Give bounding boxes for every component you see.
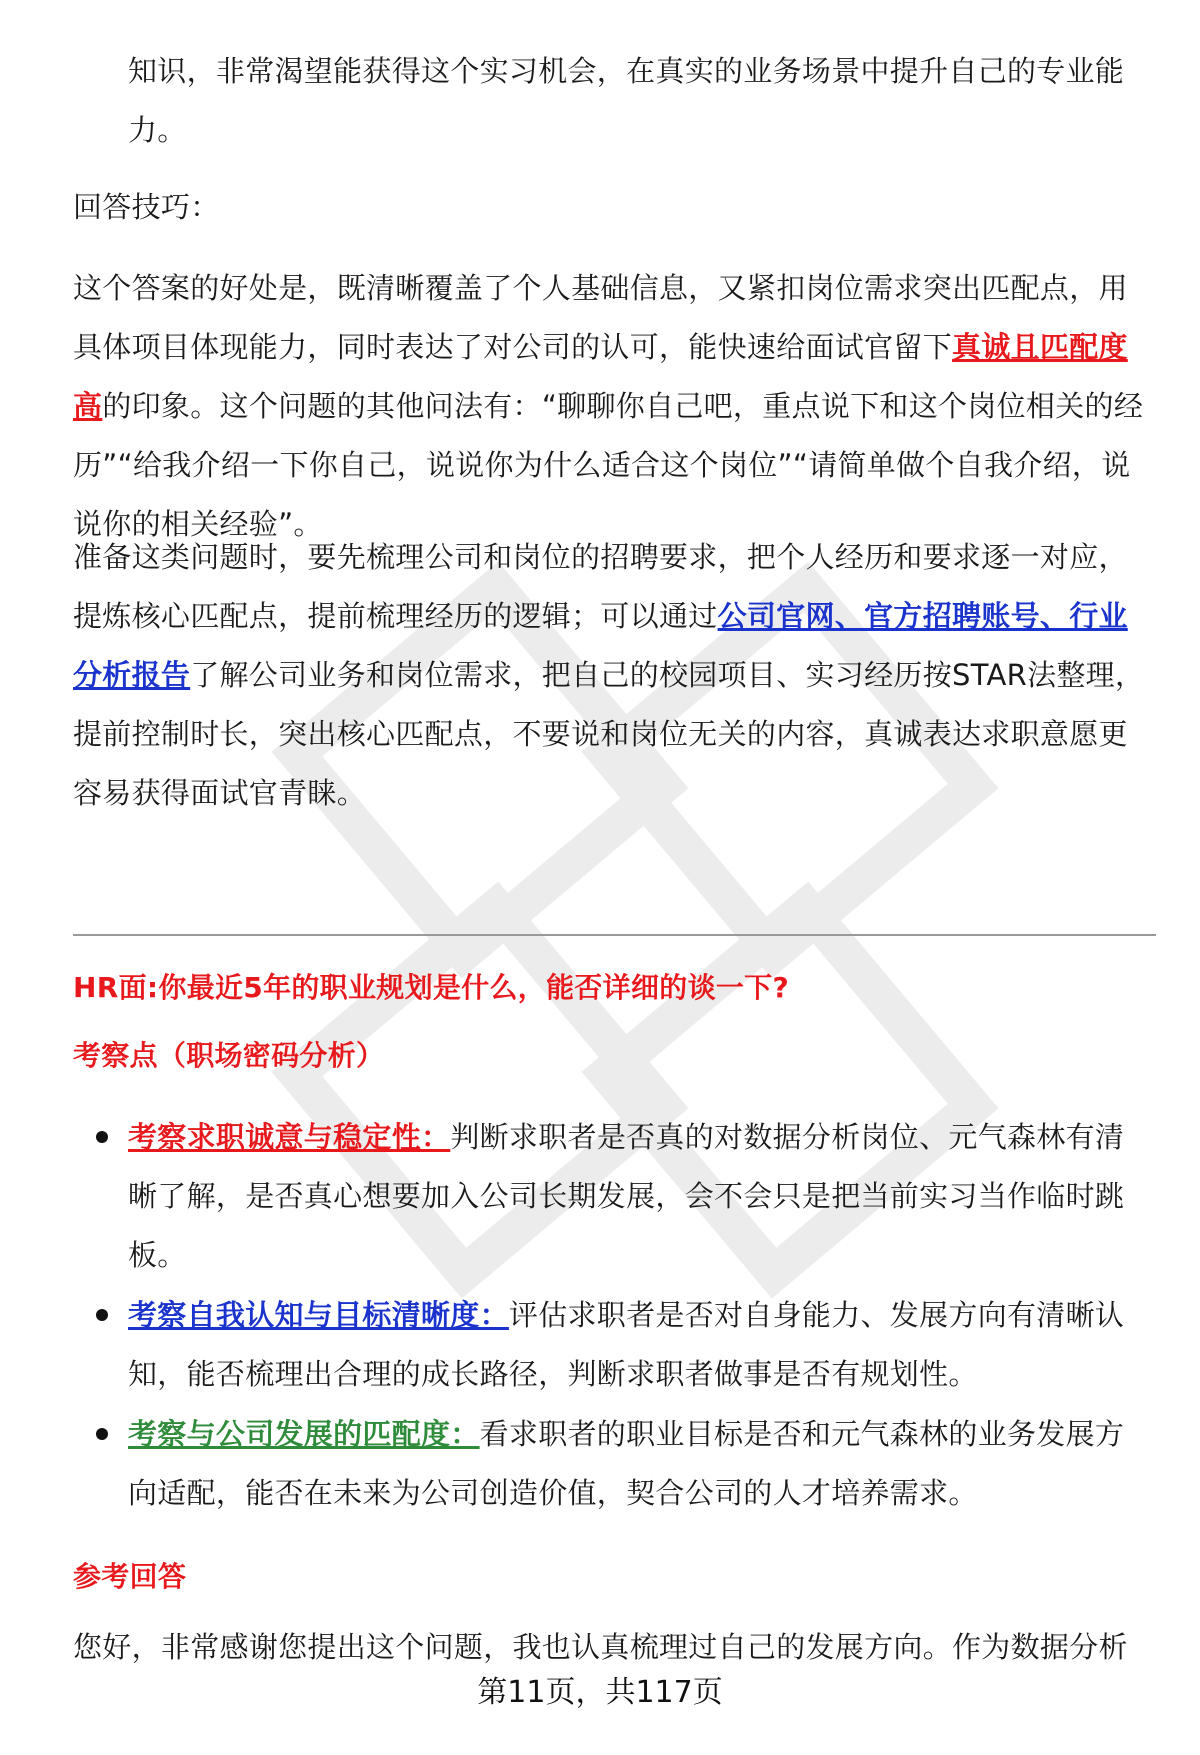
exam-point-3-title: 考察与公司发展的匹配度：: [128, 1417, 480, 1451]
tips-label: 回答技巧：: [73, 190, 220, 224]
tips-highlight: 真诚且匹配度高: [73, 330, 1128, 423]
intro-line-1: 知识，非常渴望能获得这个实习机会，在真实的业务场景中提升自己的专业能: [128, 54, 1125, 88]
bullet-icon: [96, 1428, 108, 1440]
prep-highlight-link[interactable]: 公司官网、官方招聘账号、行业分析报告: [73, 599, 1128, 692]
prep-paragraph: [73, 528, 1148, 823]
prep-text-b: 了解公司业务和岗位需求，把自己的校园项目、实习经历按STAR法整理，提前控制时长，突出核心匹配点，不要说和岗位无关的内容，真诚表达求职意愿更容易获得面试官青睐。: [73, 658, 1145, 810]
question-heading: HR面:你最近5年的职业规划是什么，能否详细的谈一下?: [73, 971, 790, 1004]
exam-point-2: [128, 1286, 1148, 1404]
tips-text-a: 这个答案的好处是，既清晰覆盖了个人基础信息，又紧扣岗位需求突出匹配点，用具体项目体现能力，同时表达了对公司的认可，能快速给面试官留下: [73, 271, 1128, 364]
answer-heading: 参考回答: [73, 1560, 187, 1593]
section-divider: [73, 934, 1156, 936]
exam-point-3-body: 看求职者的职业目标是否和元气森林的业务发展方向适配，能否在未来为公司创造价值，契合公司的人才培养需求。: [128, 1417, 1125, 1510]
exam-point-1: [128, 1108, 1148, 1285]
bullet-icon: [96, 1309, 108, 1321]
bullet-icon: [96, 1131, 108, 1143]
exam-point-2-body: 评估求职者是否对自身能力、发展方向有清晰认知，能否梳理出合理的成长路径，判断求职者做事是否有规划性。: [128, 1298, 1125, 1391]
intro-line-2: 力。: [128, 113, 187, 147]
tips-paragraph: [73, 259, 1148, 554]
exam-point-1-title: 考察求职诚意与稳定性：: [128, 1120, 451, 1154]
answer-paragraph: 您好，非常感谢您提出这个问题，我也认真梳理过自己的发展方向。作为数据分析: [73, 1630, 1128, 1664]
page-number-footer: 第11页，共117页: [477, 1675, 723, 1710]
exam-point-1-body: 判断求职者是否真的对数据分析岗位、元气森林有清晰了解，是否真心想要加入公司长期发展，会不会只是把当前实习当作临时跳板。: [128, 1120, 1125, 1272]
exam-heading: 考察点（职场密码分析）: [73, 1039, 385, 1072]
exam-point-2-title[interactable]: 考察自我认知与目标清晰度：: [128, 1298, 509, 1332]
exam-point-3: [128, 1405, 1148, 1523]
tips-text-b: 的印象。这个问题的其他问法有：“聊聊你自己吧，重点说下和这个岗位相关的经历”“给我介绍一下你自己，说说你为什么适合这个岗位”“请简单做个自我介绍，说说你的相关经验”。: [73, 389, 1144, 541]
prep-text-a: 准备这类问题时，要先梳理公司和岗位的招聘要求，把个人经历和要求逐一对应，提炼核心匹配点，提前梳理经历的逻辑；可以通过: [73, 540, 1128, 633]
